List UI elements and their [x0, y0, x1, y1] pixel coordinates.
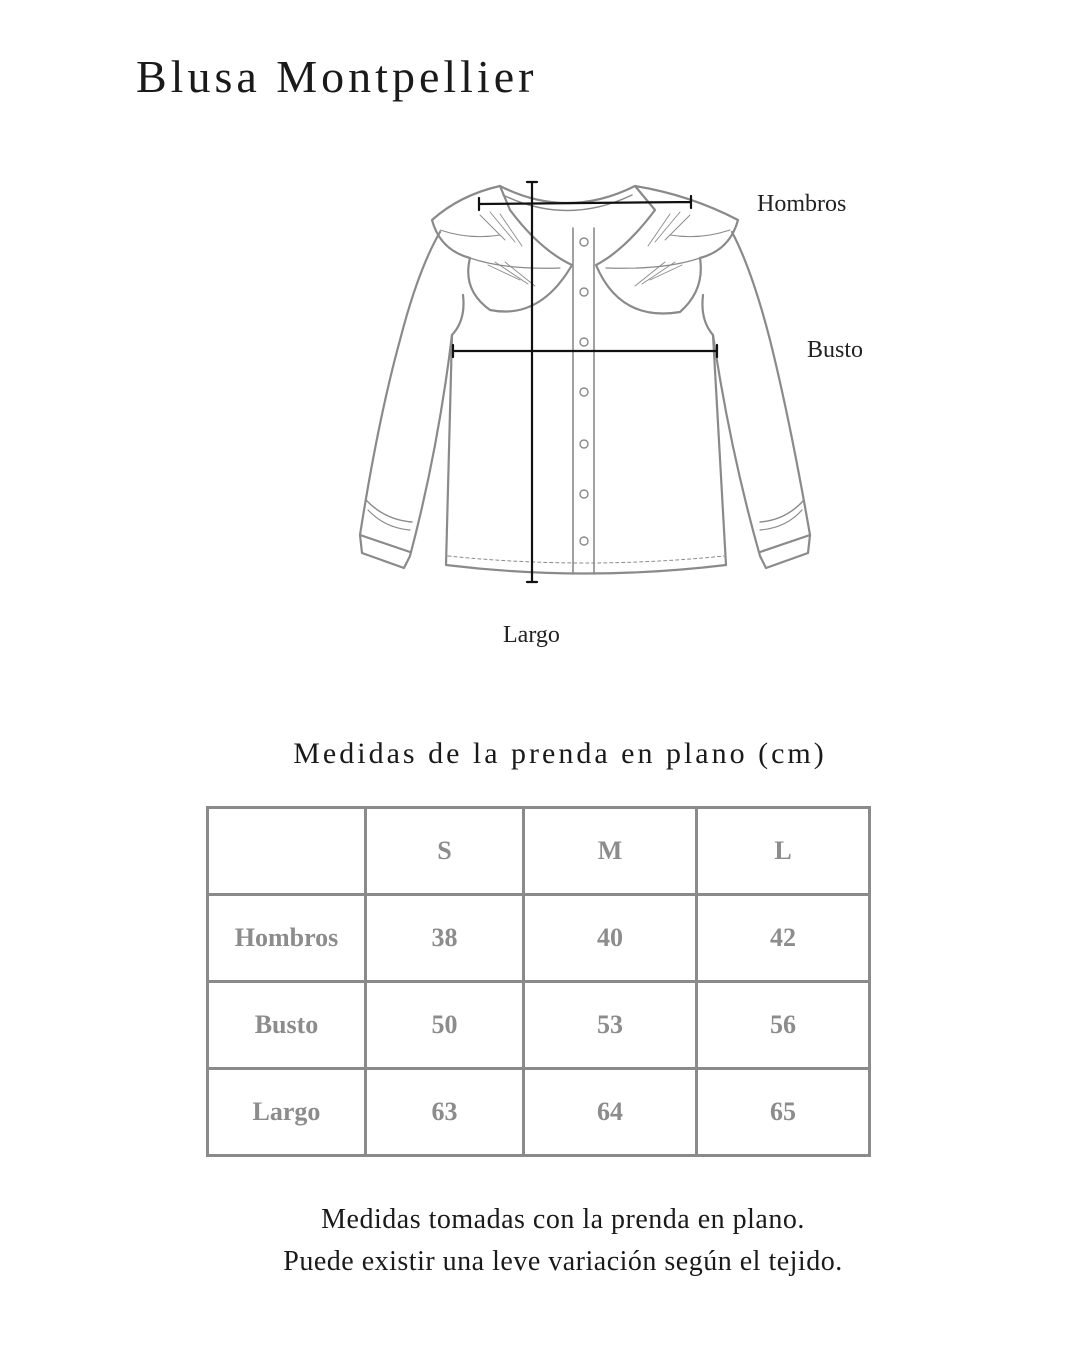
blouse-neckband — [500, 186, 635, 203]
table-caption: Medidas de la prenda en plano (cm) — [293, 737, 827, 770]
collar-right — [596, 186, 738, 313]
table-row — [208, 895, 870, 982]
size-table — [206, 806, 871, 1157]
table-cell: 42 — [697, 895, 870, 982]
bust-label: Busto — [807, 337, 864, 363]
button-6 — [580, 490, 588, 498]
header-cell-s: S — [366, 808, 524, 895]
header-cell-m: M — [524, 808, 697, 895]
blouse-body-outline — [446, 295, 726, 574]
footnote-line-1: Medidas tomadas con la prenda en plano. — [321, 1204, 805, 1235]
blouse-measurement-diagram — [340, 170, 900, 600]
page-title: Blusa Montpellier — [136, 51, 538, 102]
table-cell: 40 — [524, 895, 697, 982]
button-5 — [580, 440, 588, 448]
table-cell: 53 — [524, 982, 697, 1069]
button-2 — [580, 288, 588, 296]
table-row — [208, 982, 870, 1069]
row-label-busto: Busto — [208, 982, 366, 1069]
blouse-placket — [573, 228, 594, 574]
table-cell: 50 — [366, 982, 524, 1069]
table-row — [208, 1069, 870, 1156]
bust-measure-line — [453, 345, 717, 357]
row-label-largo: Largo — [208, 1069, 366, 1156]
footnote-line-2: Puede existir una leve variación según el tejido. — [283, 1246, 843, 1277]
table-cell: 38 — [366, 895, 524, 982]
button-7 — [580, 537, 588, 545]
blouse-left-sleeve — [360, 232, 452, 568]
header-cell-empty — [208, 808, 366, 895]
button-3 — [580, 338, 588, 346]
table-cell: 63 — [366, 1069, 524, 1156]
table-cell: 65 — [697, 1069, 870, 1156]
length-measure-line — [527, 182, 537, 582]
table-cell: 56 — [697, 982, 870, 1069]
button-1 — [580, 238, 588, 246]
blouse-right-sleeve — [713, 232, 810, 568]
table-header-row — [208, 808, 870, 895]
shoulders-label: Hombros — [757, 191, 847, 217]
length-label: Largo — [503, 622, 560, 648]
button-4 — [580, 388, 588, 396]
table-cell: 64 — [524, 1069, 697, 1156]
row-label-hombros: Hombros — [208, 895, 366, 982]
header-cell-l: L — [697, 808, 870, 895]
